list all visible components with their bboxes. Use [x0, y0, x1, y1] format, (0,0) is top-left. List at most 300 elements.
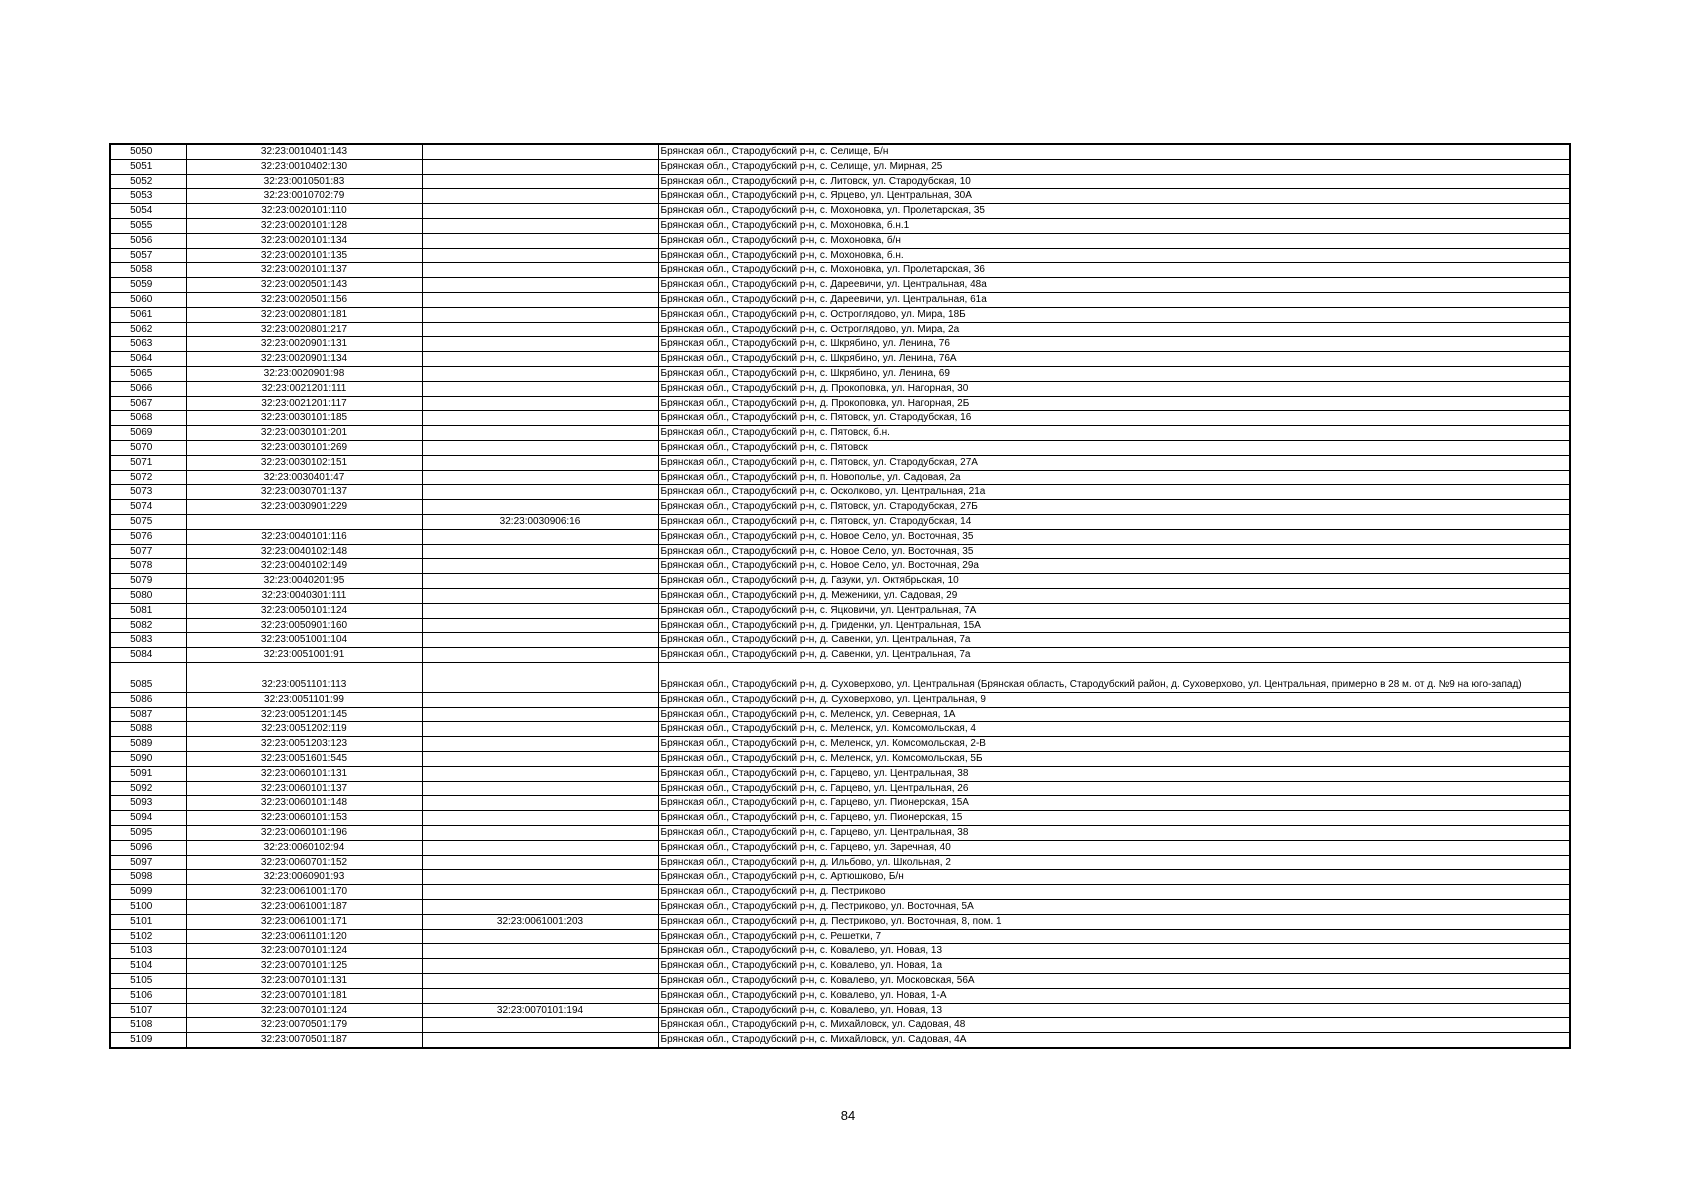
previous-cadastral-number-cell: [422, 470, 658, 485]
table-row: [110, 337, 1570, 352]
address-cell: Брянская обл., Стародубский р-н, с. Шкрябино, ул. Ленина, 76А: [658, 352, 1570, 367]
row-number-cell: 5105: [110, 974, 186, 989]
previous-cadastral-number-cell: 32:23:0061001:203: [422, 914, 658, 929]
address-cell: Брянская обл., Стародубский р-н, д. Прокоповка, ул. Нагорная, 30: [658, 381, 1570, 396]
address-cell: Брянская обл., Стародубский р-н, с. Гарцево, ул. Центральная, 38: [658, 826, 1570, 841]
row-number-cell: 5052: [110, 174, 186, 189]
table-row: [110, 840, 1570, 855]
previous-cadastral-number-cell: [422, 855, 658, 870]
cadastral-number-cell: 32:23:0060101:196: [186, 826, 422, 841]
row-number-cell: 5099: [110, 885, 186, 900]
cadastral-number-cell: 32:23:0051001:91: [186, 648, 422, 663]
table-row: [110, 752, 1570, 767]
address-cell: Брянская обл., Стародубский р-н, д. Газуки, ул. Октябрьская, 10: [658, 574, 1570, 589]
address-cell: Брянская обл., Стародубский р-н, с. Мохоновка, б/н: [658, 233, 1570, 248]
cadastral-number-cell: 32:23:0050901:160: [186, 618, 422, 633]
previous-cadastral-number-cell: [422, 1018, 658, 1033]
table-row: [110, 411, 1570, 426]
table-row: [110, 959, 1570, 974]
table-row: [110, 603, 1570, 618]
previous-cadastral-number-cell: [422, 766, 658, 781]
table-row: [110, 796, 1570, 811]
cadastral-number-cell: 32:23:0061001:170: [186, 885, 422, 900]
table-row: [110, 900, 1570, 915]
address-cell: Брянская обл., Стародубский р-н, с. Ярцево, ул. Центральная, 30А: [658, 189, 1570, 204]
previous-cadastral-number-cell: [422, 174, 658, 189]
previous-cadastral-number-cell: [422, 722, 658, 737]
table-row: [110, 381, 1570, 396]
row-number-cell: 5086: [110, 692, 186, 707]
table-row: [110, 514, 1570, 529]
address-cell: Брянская обл., Стародубский р-н, с. Гарцево, ул. Центральная, 26: [658, 781, 1570, 796]
address-cell: Брянская обл., Стародубский р-н, с. Шкрябино, ул. Ленина, 69: [658, 366, 1570, 381]
row-number-cell: 5081: [110, 603, 186, 618]
row-number-cell: 5054: [110, 204, 186, 219]
address-cell: Брянская обл., Стародубский р-н, п. Новополье, ул. Садовая, 2а: [658, 470, 1570, 485]
row-number-cell: 5068: [110, 411, 186, 426]
row-number-cell: 5084: [110, 648, 186, 663]
table-row: [110, 855, 1570, 870]
row-number-cell: 5051: [110, 159, 186, 174]
row-number-cell: 5092: [110, 781, 186, 796]
address-cell: Брянская обл., Стародубский р-н, с. Остроглядово, ул. Мира, 18Б: [658, 307, 1570, 322]
address-cell: Брянская обл., Стародубский р-н, с. Мохоновка, ул. Пролетарская, 36: [658, 263, 1570, 278]
row-number-cell: 5077: [110, 544, 186, 559]
row-number-cell: 5096: [110, 840, 186, 855]
cadastral-number-cell: 32:23:0070501:187: [186, 1033, 422, 1048]
cadastral-number-cell: 32:23:0030102:151: [186, 455, 422, 470]
table-row: [110, 307, 1570, 322]
address-cell: Брянская обл., Стародубский р-н, с. Ковалево, ул. Новая, 1а: [658, 959, 1570, 974]
address-cell: Брянская обл., Стародубский р-н, с. Меленск, ул. Комсомольская, 5Б: [658, 752, 1570, 767]
table-row: [110, 470, 1570, 485]
address-cell: Брянская обл., Стародубский р-н, с. Мохоновка, б.н.: [658, 248, 1570, 263]
previous-cadastral-number-cell: [422, 322, 658, 337]
address-cell: Брянская обл., Стародубский р-н, с. Осколково, ул. Центральная, 21а: [658, 485, 1570, 500]
row-number-cell: 5075: [110, 514, 186, 529]
cadastral-number-cell: 32:23:0061001:171: [186, 914, 422, 929]
cadastral-number-cell: 32:23:0020101:110: [186, 204, 422, 219]
cadastral-number-cell: 32:23:0060101:153: [186, 811, 422, 826]
table-row: [110, 218, 1570, 233]
address-cell: Брянская обл., Стародубский р-н, с. Пятовск, б.н.: [658, 426, 1570, 441]
page-number: 84: [840, 1108, 856, 1123]
row-number-cell: 5082: [110, 618, 186, 633]
table-row: [110, 529, 1570, 544]
table-row: [110, 662, 1570, 692]
row-number-cell: 5069: [110, 426, 186, 441]
table-row: [110, 707, 1570, 722]
row-number-cell: 5102: [110, 929, 186, 944]
cadastral-number-cell: 32:23:0010402:130: [186, 159, 422, 174]
address-cell: Брянская обл., Стародубский р-н, д. Прокоповка, ул. Нагорная, 2Б: [658, 396, 1570, 411]
table-row: [110, 440, 1570, 455]
previous-cadastral-number-cell: [422, 840, 658, 855]
table-row: [110, 781, 1570, 796]
previous-cadastral-number-cell: [422, 633, 658, 648]
row-number-cell: 5055: [110, 218, 186, 233]
cadastral-number-cell: 32:23:0020901:98: [186, 366, 422, 381]
previous-cadastral-number-cell: [422, 662, 658, 692]
previous-cadastral-number-cell: [422, 707, 658, 722]
address-cell: Брянская обл., Стародубский р-н, с. Меленск, ул. Комсомольская, 2-В: [658, 737, 1570, 752]
row-number-cell: 5097: [110, 855, 186, 870]
cadastral-number-cell: 32:23:0060101:148: [186, 796, 422, 811]
address-cell: Брянская обл., Стародубский р-н, с. Пятовск, ул. Стародубская, 27Б: [658, 500, 1570, 515]
previous-cadastral-number-cell: [422, 278, 658, 293]
row-number-cell: 5109: [110, 1033, 186, 1048]
row-number-cell: 5079: [110, 574, 186, 589]
cadastral-number-cell: 32:23:0020801:181: [186, 307, 422, 322]
address-cell: Брянская обл., Стародубский р-н, с. Литовск, ул. Стародубская, 10: [658, 174, 1570, 189]
address-cell: Брянская обл., Стародубский р-н, с. Артюшково, Б/н: [658, 870, 1570, 885]
cadastral-number-cell: 32:23:0061001:187: [186, 900, 422, 915]
cadastral-number-cell: 32:23:0030701:137: [186, 485, 422, 500]
previous-cadastral-number-cell: [422, 826, 658, 841]
previous-cadastral-number-cell: [422, 307, 658, 322]
cadastral-number-cell: 32:23:0030101:201: [186, 426, 422, 441]
cadastral-number-cell: 32:23:0070101:181: [186, 988, 422, 1003]
table-row: [110, 618, 1570, 633]
row-number-cell: 5100: [110, 900, 186, 915]
previous-cadastral-number-cell: [422, 737, 658, 752]
row-number-cell: 5087: [110, 707, 186, 722]
table-row: [110, 396, 1570, 411]
previous-cadastral-number-cell: [422, 648, 658, 663]
address-cell: Брянская обл., Стародубский р-н, с. Пятовск: [658, 440, 1570, 455]
address-cell: Брянская обл., Стародубский р-н, с. Пятовск, ул. Стародубская, 27А: [658, 455, 1570, 470]
cadastral-number-cell: 32:23:0030101:185: [186, 411, 422, 426]
row-number-cell: 5061: [110, 307, 186, 322]
cadastral-number-cell: 32:23:0020801:217: [186, 322, 422, 337]
previous-cadastral-number-cell: [422, 544, 658, 559]
cadastral-number-cell: 32:23:0051601:545: [186, 752, 422, 767]
row-number-cell: 5072: [110, 470, 186, 485]
previous-cadastral-number-cell: [422, 248, 658, 263]
row-number-cell: 5058: [110, 263, 186, 278]
cadastral-number-cell: 32:23:0070101:131: [186, 974, 422, 989]
cadastral-number-cell: 32:23:0070101:124: [186, 1003, 422, 1018]
table-row: [110, 633, 1570, 648]
table-row: [110, 174, 1570, 189]
table-row: [110, 870, 1570, 885]
previous-cadastral-number-cell: [422, 870, 658, 885]
table-row: [110, 500, 1570, 515]
previous-cadastral-number-cell: [422, 885, 658, 900]
table-row: [110, 1003, 1570, 1018]
previous-cadastral-number-cell: [422, 974, 658, 989]
address-cell: Брянская обл., Стародубский р-н, с. Яцковичи, ул. Центральная, 7А: [658, 603, 1570, 618]
row-number-cell: 5080: [110, 588, 186, 603]
table-row: [110, 159, 1570, 174]
row-number-cell: 5063: [110, 337, 186, 352]
previous-cadastral-number-cell: [422, 929, 658, 944]
row-number-cell: 5076: [110, 529, 186, 544]
table-row: [110, 722, 1570, 737]
cadastral-number-cell: 32:23:0010501:83: [186, 174, 422, 189]
row-number-cell: 5064: [110, 352, 186, 367]
previous-cadastral-number-cell: 32:23:0070101:194: [422, 1003, 658, 1018]
row-number-cell: 5089: [110, 737, 186, 752]
table-row: [110, 929, 1570, 944]
address-cell: Брянская обл., Стародубский р-н, с. Михайловск, ул. Садовая, 4А: [658, 1033, 1570, 1048]
previous-cadastral-number-cell: [422, 900, 658, 915]
row-number-cell: 5108: [110, 1018, 186, 1033]
previous-cadastral-number-cell: [422, 811, 658, 826]
row-number-cell: 5101: [110, 914, 186, 929]
cadastral-number-cell: 32:23:0051101:113: [186, 662, 422, 692]
property-registry-table: [109, 143, 1571, 1049]
table-row: [110, 885, 1570, 900]
row-number-cell: 5103: [110, 944, 186, 959]
cadastral-number-cell: 32:23:0070101:125: [186, 959, 422, 974]
previous-cadastral-number-cell: [422, 455, 658, 470]
address-cell: Брянская обл., Стародубский р-н, с. Новое Село, ул. Восточная, 29а: [658, 559, 1570, 574]
table-row: [110, 278, 1570, 293]
previous-cadastral-number-cell: [422, 752, 658, 767]
address-cell: Брянская обл., Стародубский р-н, с. Пятовск, ул. Стародубская, 14: [658, 514, 1570, 529]
table-row: [110, 811, 1570, 826]
cadastral-number-cell: 32:23:0051101:99: [186, 692, 422, 707]
row-number-cell: 5067: [110, 396, 186, 411]
previous-cadastral-number-cell: [422, 218, 658, 233]
row-number-cell: 5070: [110, 440, 186, 455]
table-row: [110, 914, 1570, 929]
table-row: [110, 366, 1570, 381]
table-row: [110, 248, 1570, 263]
row-number-cell: 5062: [110, 322, 186, 337]
previous-cadastral-number-cell: [422, 529, 658, 544]
previous-cadastral-number-cell: [422, 944, 658, 959]
row-number-cell: 5104: [110, 959, 186, 974]
cadastral-number-cell: 32:23:0060101:131: [186, 766, 422, 781]
cadastral-number-cell: 32:23:0020101:128: [186, 218, 422, 233]
address-cell: Брянская обл., Стародубский р-н, с. Мохоновка, ул. Пролетарская, 35: [658, 204, 1570, 219]
address-cell: Брянская обл., Стародубский р-н, д. Пестриково: [658, 885, 1570, 900]
address-cell: Брянская обл., Стародубский р-н, с. Дареевичи, ул. Центральная, 48а: [658, 278, 1570, 293]
row-number-cell: 5085: [110, 662, 186, 692]
table-body: [110, 144, 1570, 1048]
cadastral-number-cell: 32:23:0020101:135: [186, 248, 422, 263]
previous-cadastral-number-cell: [422, 263, 658, 278]
previous-cadastral-number-cell: [422, 366, 658, 381]
previous-cadastral-number-cell: [422, 603, 658, 618]
cadastral-number-cell: 32:23:0021201:111: [186, 381, 422, 396]
previous-cadastral-number-cell: [422, 204, 658, 219]
previous-cadastral-number-cell: [422, 574, 658, 589]
previous-cadastral-number-cell: [422, 485, 658, 500]
row-number-cell: 5088: [110, 722, 186, 737]
cadastral-number-cell: 32:23:0051202:119: [186, 722, 422, 737]
address-cell: Брянская обл., Стародубский р-н, д. Суховерхово, ул. Центральная (Брянская область, Стародубский район, д. Суховерхово, ул. Центральная, примерно в 28 м. от д. №9 на юго-запад): [658, 662, 1570, 692]
address-cell: Брянская обл., Стародубский р-н, с. Гарцево, ул. Пионерская, 15А: [658, 796, 1570, 811]
table-row: [110, 988, 1570, 1003]
table-row: [110, 944, 1570, 959]
table-row: [110, 1018, 1570, 1033]
address-cell: Брянская обл., Стародубский р-н, с. Шкрябино, ул. Ленина, 76: [658, 337, 1570, 352]
table-row: [110, 766, 1570, 781]
address-cell: Брянская обл., Стародубский р-н, с. Селище, ул. Мирная, 25: [658, 159, 1570, 174]
row-number-cell: 5065: [110, 366, 186, 381]
address-cell: Брянская обл., Стародубский р-н, с. Ковалево, ул. Новая, 13: [658, 944, 1570, 959]
address-cell: Брянская обл., Стародубский р-н, д. Меженики, ул. Садовая, 29: [658, 588, 1570, 603]
table-row: [110, 648, 1570, 663]
address-cell: Брянская обл., Стародубский р-н, с. Меленск, ул. Комсомольская, 4: [658, 722, 1570, 737]
row-number-cell: 5078: [110, 559, 186, 574]
address-cell: Брянская обл., Стародубский р-н, д. Пестриково, ул. Восточная, 8, пом. 1: [658, 914, 1570, 929]
cadastral-number-cell: 32:23:0040201:95: [186, 574, 422, 589]
cadastral-number-cell: 32:23:0030101:269: [186, 440, 422, 455]
previous-cadastral-number-cell: [422, 144, 658, 159]
address-cell: Брянская обл., Стародубский р-н, д. Савенки, ул. Центральная, 7а: [658, 648, 1570, 663]
cadastral-number-cell: 32:23:0020501:156: [186, 292, 422, 307]
previous-cadastral-number-cell: [422, 781, 658, 796]
cadastral-number-cell: 32:23:0010401:143: [186, 144, 422, 159]
previous-cadastral-number-cell: [422, 796, 658, 811]
previous-cadastral-number-cell: [422, 559, 658, 574]
table-row: [110, 559, 1570, 574]
address-cell: Брянская обл., Стародубский р-н, с. Решетки, 7: [658, 929, 1570, 944]
table-row: [110, 189, 1570, 204]
cadastral-number-cell: 32:23:0010702:79: [186, 189, 422, 204]
row-number-cell: 5057: [110, 248, 186, 263]
table-row: [110, 544, 1570, 559]
table-row: [110, 144, 1570, 159]
address-cell: Брянская обл., Стародубский р-н, д. Суховерхово, ул. Центральная, 9: [658, 692, 1570, 707]
address-cell: Брянская обл., Стародубский р-н, с. Михайловск, ул. Садовая, 48: [658, 1018, 1570, 1033]
row-number-cell: 5066: [110, 381, 186, 396]
table-row: [110, 1033, 1570, 1048]
row-number-cell: 5095: [110, 826, 186, 841]
table-row: [110, 455, 1570, 470]
address-cell: Брянская обл., Стародубский р-н, с. Остроглядово, ул. Мира, 2а: [658, 322, 1570, 337]
cadastral-number-cell: 32:23:0060701:152: [186, 855, 422, 870]
cadastral-number-cell: 32:23:0040301:111: [186, 588, 422, 603]
address-cell: Брянская обл., Стародубский р-н, с. Гарцево, ул. Пионерская, 15: [658, 811, 1570, 826]
table-row: [110, 588, 1570, 603]
cadastral-number-cell: 32:23:0020501:143: [186, 278, 422, 293]
row-number-cell: 5050: [110, 144, 186, 159]
cadastral-number-cell: 32:23:0020901:134: [186, 352, 422, 367]
table-row: [110, 204, 1570, 219]
cadastral-number-cell: 32:23:0030901:229: [186, 500, 422, 515]
address-cell: Брянская обл., Стародубский р-н, с. Ковалево, ул. Московская, 56А: [658, 974, 1570, 989]
row-number-cell: 5094: [110, 811, 186, 826]
table-row: [110, 233, 1570, 248]
previous-cadastral-number-cell: [422, 337, 658, 352]
row-number-cell: 5083: [110, 633, 186, 648]
table-row: [110, 737, 1570, 752]
cadastral-number-cell: 32:23:0020901:131: [186, 337, 422, 352]
table-row: [110, 826, 1570, 841]
row-number-cell: 5060: [110, 292, 186, 307]
address-cell: Брянская обл., Стародубский р-н, с. Новое Село, ул. Восточная, 35: [658, 529, 1570, 544]
previous-cadastral-number-cell: [422, 1033, 658, 1048]
cadastral-number-cell: 32:23:0040101:116: [186, 529, 422, 544]
row-number-cell: 5053: [110, 189, 186, 204]
previous-cadastral-number-cell: [422, 396, 658, 411]
previous-cadastral-number-cell: 32:23:0030906:16: [422, 514, 658, 529]
cadastral-number-cell: 32:23:0020101:134: [186, 233, 422, 248]
cadastral-number-cell: 32:23:0060102:94: [186, 840, 422, 855]
previous-cadastral-number-cell: [422, 292, 658, 307]
address-cell: Брянская обл., Стародубский р-н, д. Савенки, ул. Центральная, 7а: [658, 633, 1570, 648]
row-number-cell: 5093: [110, 796, 186, 811]
cadastral-number-cell: [186, 514, 422, 529]
cadastral-number-cell: 32:23:0051001:104: [186, 633, 422, 648]
cadastral-number-cell: 32:23:0030401:47: [186, 470, 422, 485]
previous-cadastral-number-cell: [422, 440, 658, 455]
previous-cadastral-number-cell: [422, 411, 658, 426]
address-cell: Брянская обл., Стародубский р-н, д. Ильбово, ул. Школьная, 2: [658, 855, 1570, 870]
previous-cadastral-number-cell: [422, 159, 658, 174]
row-number-cell: 5091: [110, 766, 186, 781]
address-cell: Брянская обл., Стародубский р-н, с. Ковалево, ул. Новая, 13: [658, 1003, 1570, 1018]
cadastral-number-cell: 32:23:0040102:149: [186, 559, 422, 574]
row-number-cell: 5073: [110, 485, 186, 500]
previous-cadastral-number-cell: [422, 500, 658, 515]
row-number-cell: 5056: [110, 233, 186, 248]
table-row: [110, 974, 1570, 989]
address-cell: Брянская обл., Стародубский р-н, с. Мохоновка, б.н.1: [658, 218, 1570, 233]
address-cell: Брянская обл., Стародубский р-н, с. Гарцево, ул. Заречная, 40: [658, 840, 1570, 855]
row-number-cell: 5106: [110, 988, 186, 1003]
table-row: [110, 292, 1570, 307]
cadastral-number-cell: 32:23:0060101:137: [186, 781, 422, 796]
previous-cadastral-number-cell: [422, 618, 658, 633]
table-row: [110, 352, 1570, 367]
address-cell: Брянская обл., Стародубский р-н, с. Меленск, ул. Северная, 1А: [658, 707, 1570, 722]
cadastral-number-cell: 32:23:0060901:93: [186, 870, 422, 885]
table-row: [110, 322, 1570, 337]
cadastral-number-cell: 32:23:0061101:120: [186, 929, 422, 944]
previous-cadastral-number-cell: [422, 233, 658, 248]
cadastral-number-cell: 32:23:0040102:148: [186, 544, 422, 559]
cadastral-number-cell: 32:23:0021201:117: [186, 396, 422, 411]
address-cell: Брянская обл., Стародубский р-н, с. Новое Село, ул. Восточная, 35: [658, 544, 1570, 559]
address-cell: Брянская обл., Стародубский р-н, с. Ковалево, ул. Новая, 1-А: [658, 988, 1570, 1003]
row-number-cell: 5059: [110, 278, 186, 293]
previous-cadastral-number-cell: [422, 352, 658, 367]
address-cell: Брянская обл., Стародубский р-н, д. Пестриково, ул. Восточная, 5А: [658, 900, 1570, 915]
row-number-cell: 5107: [110, 1003, 186, 1018]
previous-cadastral-number-cell: [422, 381, 658, 396]
address-cell: Брянская обл., Стародубский р-н, с. Селище, Б/н: [658, 144, 1570, 159]
row-number-cell: 5098: [110, 870, 186, 885]
row-number-cell: 5071: [110, 455, 186, 470]
cadastral-number-cell: 32:23:0051203:123: [186, 737, 422, 752]
cadastral-number-cell: 32:23:0050101:124: [186, 603, 422, 618]
previous-cadastral-number-cell: [422, 588, 658, 603]
table-row: [110, 426, 1570, 441]
previous-cadastral-number-cell: [422, 189, 658, 204]
cadastral-number-cell: 32:23:0070501:179: [186, 1018, 422, 1033]
previous-cadastral-number-cell: [422, 959, 658, 974]
cadastral-number-cell: 32:23:0020101:137: [186, 263, 422, 278]
cadastral-number-cell: 32:23:0070101:124: [186, 944, 422, 959]
cadastral-number-cell: 32:23:0051201:145: [186, 707, 422, 722]
previous-cadastral-number-cell: [422, 426, 658, 441]
address-cell: Брянская обл., Стародубский р-н, с. Пятовск, ул. Стародубская, 16: [658, 411, 1570, 426]
table-row: [110, 692, 1570, 707]
table-row: [110, 263, 1570, 278]
previous-cadastral-number-cell: [422, 988, 658, 1003]
table-row: [110, 485, 1570, 500]
address-cell: Брянская обл., Стародубский р-н, с. Гарцево, ул. Центральная, 38: [658, 766, 1570, 781]
address-cell: Брянская обл., Стародубский р-н, с. Дареевичи, ул. Центральная, 61а: [658, 292, 1570, 307]
address-cell: Брянская обл., Стародубский р-н, д. Гриденки, ул. Центральная, 15А: [658, 618, 1570, 633]
row-number-cell: 5074: [110, 500, 186, 515]
